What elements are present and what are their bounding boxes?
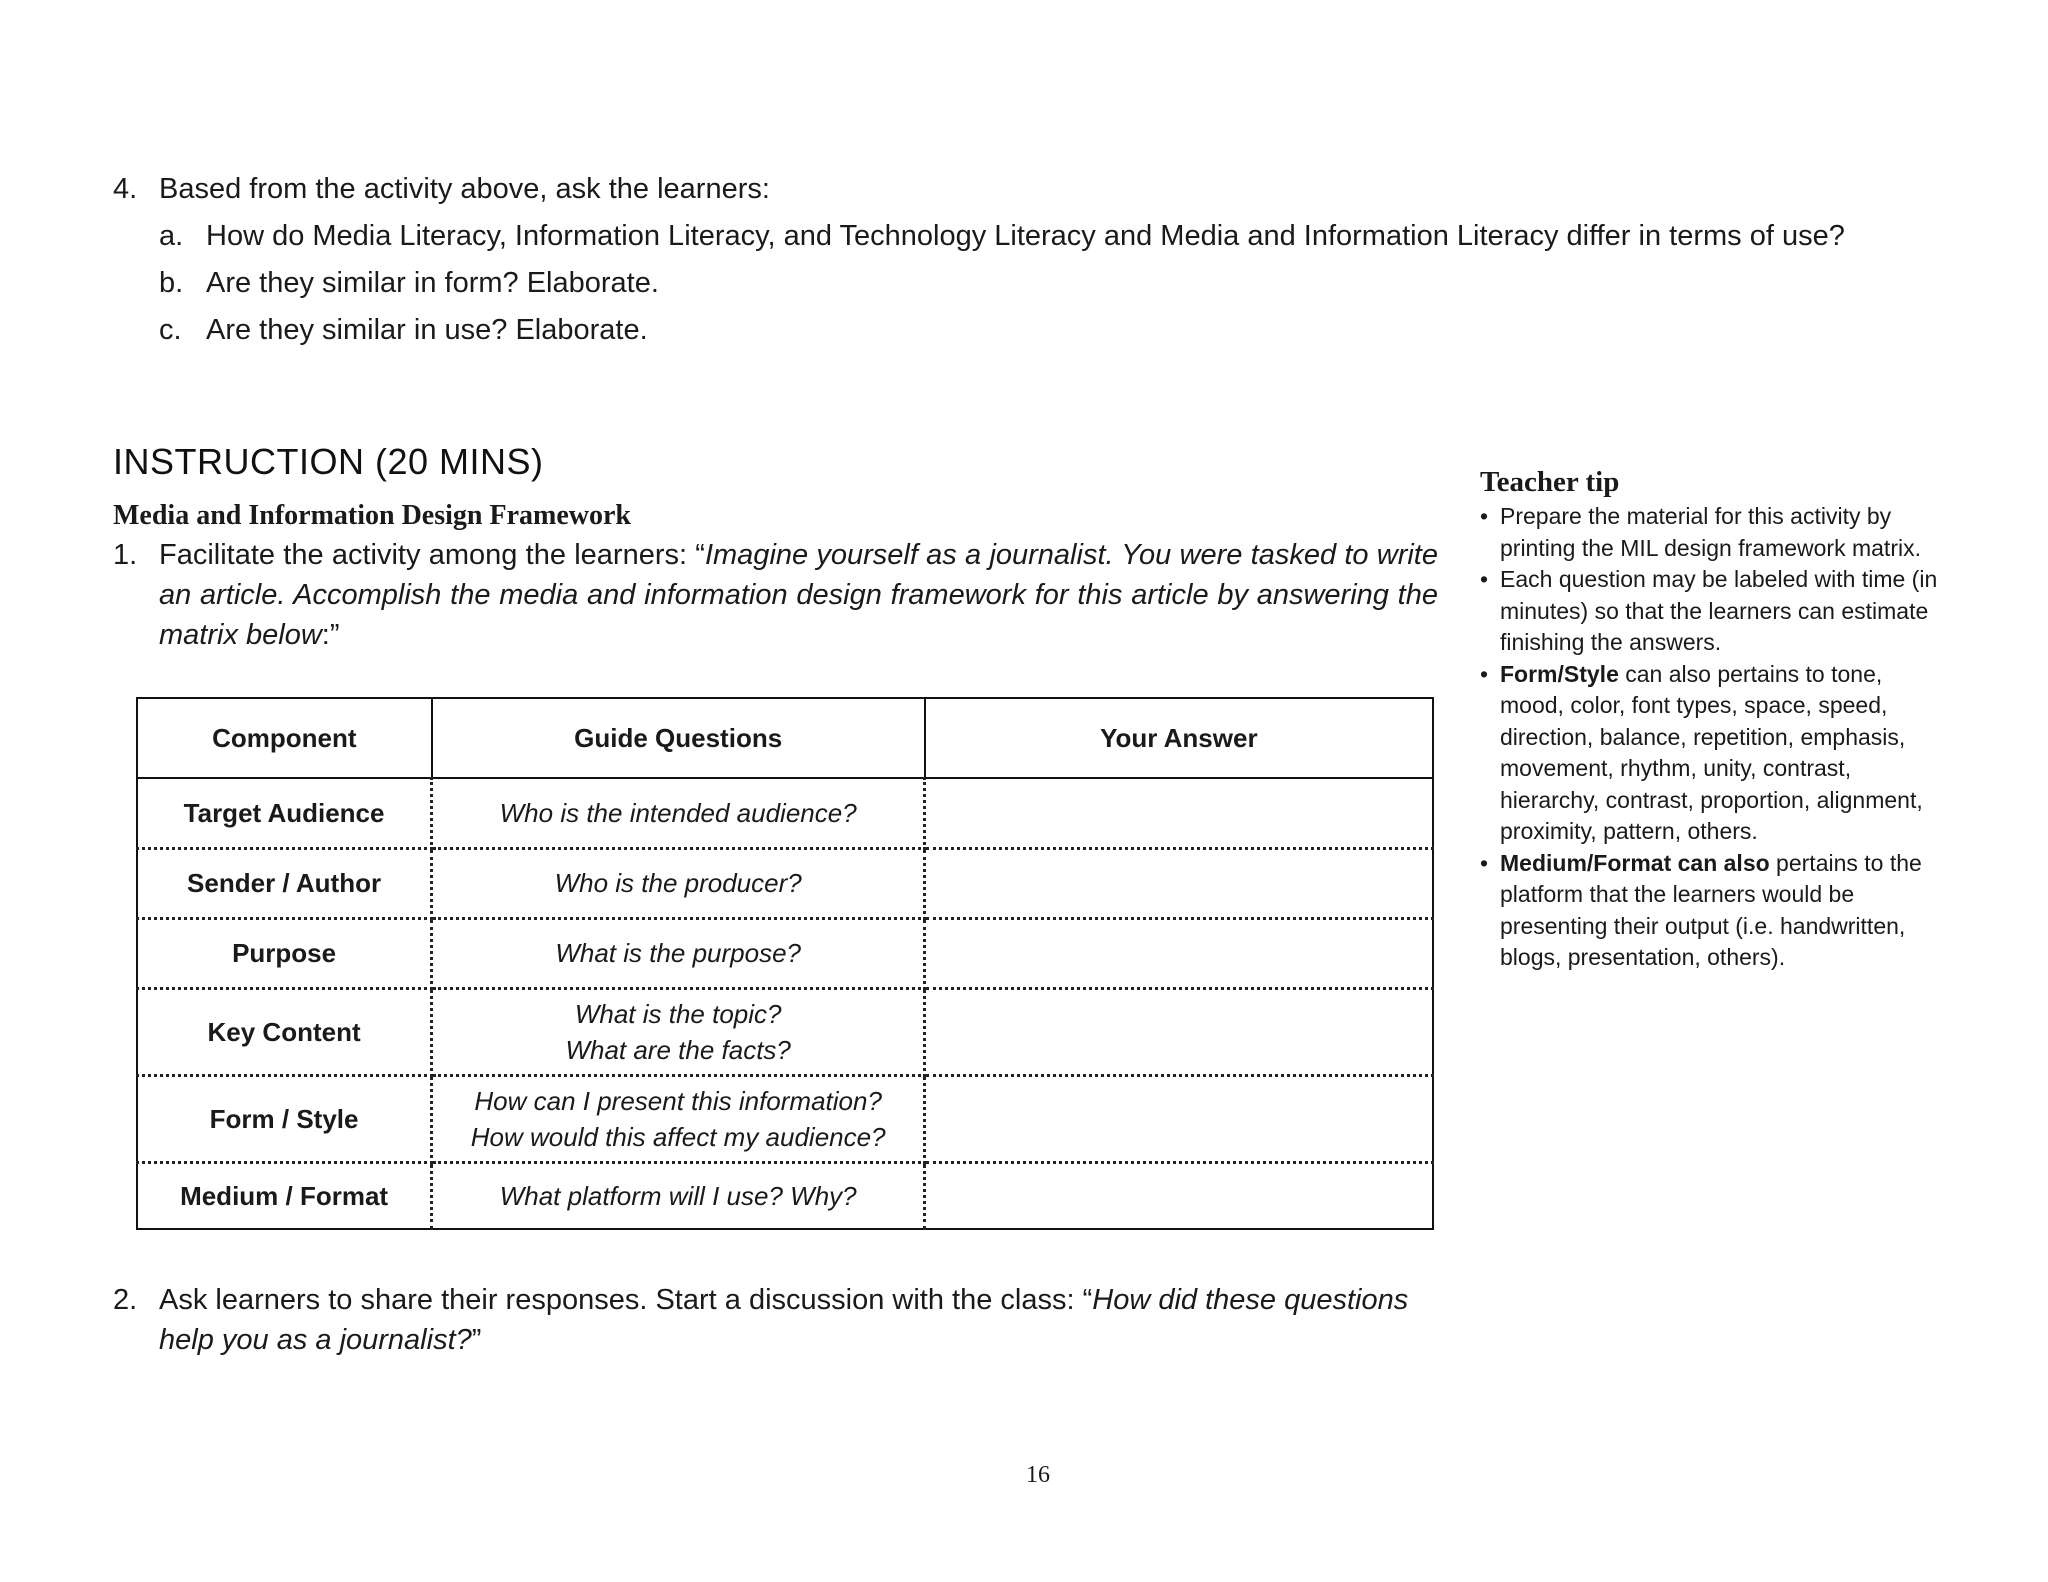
- list-number: 4.: [113, 173, 138, 205]
- list-letter: c.: [159, 314, 182, 346]
- column-header-component: Component: [137, 698, 432, 778]
- table-row: [137, 988, 1433, 1075]
- section-heading: INSTRUCTION (20 MINS): [113, 441, 544, 482]
- guide-question-cell: [432, 918, 925, 988]
- table-row: [137, 778, 1433, 848]
- guide-question: What is the topic?: [574, 998, 782, 1029]
- column-header-your-answer: Your Answer: [925, 698, 1433, 778]
- guide-question: How would this affect my audience?: [470, 1121, 886, 1152]
- guide-question-cell: [432, 1162, 925, 1229]
- guide-question: What platform will I use? Why?: [499, 1180, 857, 1211]
- component-cell: Key Content: [137, 988, 432, 1075]
- table-row: [137, 1075, 1433, 1162]
- tip-bold: Medium/Format can also: [1500, 849, 1770, 876]
- tip-bold: Form/Style: [1500, 660, 1619, 687]
- tip-text: Each question may be labeled with time (in minutes) so that the learners can estimate finishing the answers.: [1500, 566, 1938, 655]
- tip-text: can also pertains to tone, mood, color, font types, space, speed, direction, balance, repetition, emphasis, movement, rhythm, unity, contrast, hierarchy, contrast, proportion, alignment, proximity, pattern, others.: [1500, 660, 1923, 844]
- answer-cell[interactable]: [925, 848, 1433, 918]
- table-row: [137, 848, 1433, 918]
- column-header-guide-questions: Guide Questions: [432, 698, 925, 778]
- guide-question-cell: [432, 848, 925, 918]
- teacher-tip-title: Teacher tip: [1480, 466, 1620, 498]
- step-2-quote: How did these questions help you as a journalist?: [159, 1284, 1409, 1356]
- sub-question-text: Are they similar in use? Elaborate.: [206, 314, 648, 346]
- question-4: [113, 166, 1913, 354]
- design-framework-table: [136, 697, 1434, 1230]
- component-cell: Purpose: [137, 918, 432, 988]
- sub-question-b: [113, 260, 1913, 307]
- guide-question: Who is the producer?: [554, 868, 802, 898]
- table-row: [137, 918, 1433, 988]
- section-subheading: Media and Information Design Framework: [113, 500, 631, 531]
- sub-question-text: How do Media Literacy, Information Literacy, and Technology Literacy and Media and Information Literacy differ in terms of use?: [206, 220, 1845, 252]
- table-row: [137, 1162, 1433, 1229]
- sub-question-a: [113, 213, 1913, 260]
- list-number: 1.: [113, 539, 138, 571]
- guide-question-cell: [432, 778, 925, 848]
- guide-question: What are the facts?: [565, 1034, 791, 1065]
- list-item: [1480, 501, 1950, 564]
- sub-question-text: Are they similar in form? Elaborate.: [206, 267, 659, 299]
- step-2: [113, 1280, 1438, 1360]
- list-item: [1480, 564, 1950, 659]
- step-1: [113, 535, 1438, 655]
- guide-question-cell: [432, 988, 925, 1075]
- answer-cell[interactable]: [925, 778, 1433, 848]
- teacher-tip-list: [1480, 501, 1950, 974]
- step-2-text: [159, 1280, 1438, 1360]
- list-letter: b.: [159, 267, 184, 299]
- component-cell: Form / Style: [137, 1075, 432, 1162]
- component-cell: Medium / Format: [137, 1162, 432, 1229]
- page-number: 16: [1026, 1462, 1050, 1488]
- step-2-intro: Ask learners to share their responses. Start a discussion with the class: “: [159, 1284, 1093, 1316]
- list-number: 2.: [113, 1284, 138, 1316]
- step-1-end: :”: [321, 619, 340, 651]
- step-1-text: [159, 535, 1438, 655]
- question-4-stem: [113, 166, 1913, 213]
- tip-text: Prepare the material for this activity by printing the MIL design framework matrix.: [1500, 503, 1921, 561]
- question-text: Based from the activity above, ask the learners:: [159, 173, 770, 205]
- guide-question: Who is the intended audience?: [499, 797, 857, 828]
- list-item: [1480, 659, 1950, 848]
- answer-cell[interactable]: [925, 988, 1433, 1075]
- component-cell: Target Audience: [137, 778, 432, 848]
- list-item: [1480, 848, 1950, 974]
- answer-cell[interactable]: [925, 1075, 1433, 1162]
- step-2-end: ”: [471, 1324, 482, 1356]
- sub-question-c: [113, 307, 1913, 354]
- component-cell: Sender / Author: [137, 848, 432, 918]
- tip-text: pertains to the platform that the learners would be presenting their output (i.e. handwritten, blogs, presentation, others).: [1500, 849, 1922, 970]
- step-1-quote: Imagine yourself as a journalist. You were tasked to write an article. Accomplish the media and information design framework for this article by answering the matrix below: [159, 539, 1438, 651]
- guide-question: What is the purpose?: [555, 938, 802, 968]
- teacher-tip: [1480, 466, 1950, 974]
- step-1-intro: Facilitate the activity among the learners: “: [159, 539, 705, 571]
- answer-cell[interactable]: [925, 1162, 1433, 1229]
- guide-question-cell: [432, 1075, 925, 1162]
- guide-question: How can I present this information?: [474, 1085, 882, 1116]
- table-header-row: [137, 698, 1433, 778]
- list-letter: a.: [159, 220, 184, 252]
- answer-cell[interactable]: [925, 918, 1433, 988]
